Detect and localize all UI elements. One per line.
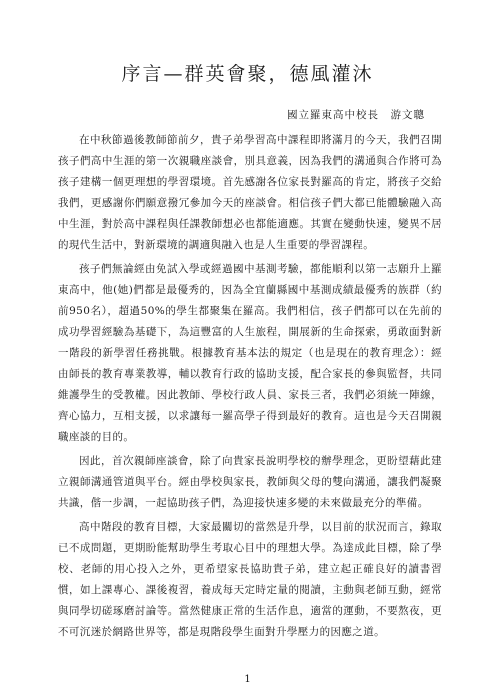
page-number: 1: [244, 674, 251, 685]
paragraph-4: 高中階段的教育目標，大家最關切的當然是升學，以目前的狀況而言，錄取已不成問題，更期盼能幫助學生考取心目中的理想大學。為達成此目標，除了學校、老師的用心投入之外，更希望家長協助貴子弟，建立起正確良好的讀書習慣，如上課專心、課後複習，養成每天定時定量的閱讀，主動與老師互動，經常與同學切磋琢磨討論等。當然健康正常的生活作息，適當的運動，不要熬夜，更不可沉迷於網路世界等，都是現階段學生面對升學壓力的因應之道。: [58, 521, 442, 638]
paragraph-2: 孩子們無論經由免試入學或經過國中基測考驗，都能順利以第一志願升上羅東高中，他(她)們都是最優秀的，因為全宜蘭縣國中基測成績最優秀的族群（約前950名），超過50%的學生都聚集在羅高。我們相信，孩子們都可以在先前的成功學習經驗為基礎下，為這豐富的人生旅程，開展新的生命探索，勇敢面對新一階段的新學習任務挑戰。根據教育基本法的規定（也是現在的教育理念）：經由師長的教育專業教導，輔以教育行政的協助支援，配合家長的參與監督，共同維護學生的受教權。因此教師、學校行政人員、家長三者，我們必須統一陣線，齊心協力，互相支援，以求讓每一羅高學子得到最好的教育。這也是今天召開親職座談的目的。: [58, 263, 442, 443]
document-title: 序言—群英會聚，德風灌沐: [121, 63, 374, 85]
paragraph-1: 在中秋節過後教師節前夕，貴子弟學習高中課程即將滿月的今天，我們召開孩子們高中生涯的第一次親職座談會，別具意義，因為我們的溝通與合作將可為孩子建構一個更理想的學習環境。首先感謝各位家長對羅高的肯定，將孩子交給我們，更感謝你們願意撥冗參加今天的座談會。相信孩子們大都已能體驗融入高中生涯，對於高中課程與任課教師想必也都能適應。其實在變動快速，變異不居的現代生活中，對新環境的調適與融入也是人生重要的學習課程。: [58, 134, 442, 251]
document-body: [58, 130, 442, 646]
author-line: 國立羅東高中校長 游文聰: [287, 109, 425, 121]
paragraph-3: 因此，首次親師座談會，除了向貴家長說明學校的辦學理念，更盼望藉此建立親師溝通管道與平台。經由學校與家長，教師與父母的雙向溝通，讓我們凝聚共識，偕一步調，一起協助孩子們，為迎接快速多變的未來做最充分的準備。: [58, 455, 442, 509]
